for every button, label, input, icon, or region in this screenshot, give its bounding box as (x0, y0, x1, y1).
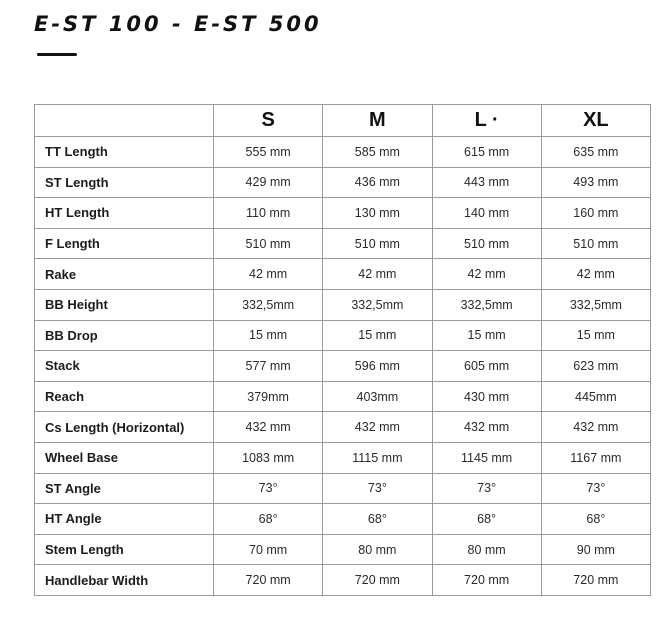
table-cell: 432 mm (214, 412, 323, 443)
table-row (35, 442, 651, 473)
geometry-table-body (35, 137, 651, 596)
row-label: Rake (35, 259, 214, 290)
table-cell: 596 mm (323, 351, 432, 382)
table-cell: 436 mm (323, 167, 432, 198)
row-label: HT Length (35, 198, 214, 229)
table-cell: 332,5mm (214, 289, 323, 320)
table-cell: 15 mm (432, 320, 541, 351)
table-cell: 68° (323, 504, 432, 535)
size-header-m: M (323, 105, 432, 137)
table-cell: 432 mm (323, 412, 432, 443)
table-cell: 42 mm (323, 259, 432, 290)
table-cell: 90 mm (541, 534, 650, 565)
row-label: Handlebar Width (35, 565, 214, 596)
title-underline (37, 53, 77, 56)
table-cell: 15 mm (541, 320, 650, 351)
table-cell: 510 mm (432, 228, 541, 259)
size-header-s: S (214, 105, 323, 137)
table-cell: 429 mm (214, 167, 323, 198)
row-label: F Length (35, 228, 214, 259)
row-label: Reach (35, 381, 214, 412)
row-label: ST Length (35, 167, 214, 198)
table-cell: 332,5mm (541, 289, 650, 320)
table-cell: 42 mm (432, 259, 541, 290)
header-row (35, 105, 651, 137)
table-row (35, 534, 651, 565)
table-cell: 110 mm (214, 198, 323, 229)
table-row (35, 320, 651, 351)
table-cell: 73° (214, 473, 323, 504)
table-cell: 70 mm (214, 534, 323, 565)
table-row (35, 351, 651, 382)
row-label: BB Height (35, 289, 214, 320)
table-row (35, 228, 651, 259)
table-cell: 510 mm (541, 228, 650, 259)
table-cell: 68° (432, 504, 541, 535)
row-label: ST Angle (35, 473, 214, 504)
table-cell: 332,5mm (432, 289, 541, 320)
table-cell: 443 mm (432, 167, 541, 198)
table-cell: 403mm (323, 381, 432, 412)
table-cell: 585 mm (323, 137, 432, 168)
table-cell: 432 mm (432, 412, 541, 443)
table-cell: 623 mm (541, 351, 650, 382)
row-label: Stack (35, 351, 214, 382)
page-title: E-ST 100 - E-ST 500 (34, 12, 322, 36)
table-cell: 42 mm (541, 259, 650, 290)
table-cell: 68° (541, 504, 650, 535)
table-cell: 80 mm (323, 534, 432, 565)
table-cell: 510 mm (214, 228, 323, 259)
table-row (35, 137, 651, 168)
geometry-table (34, 104, 651, 596)
table-cell: 1083 mm (214, 442, 323, 473)
size-header-xl: XL (541, 105, 650, 137)
table-cell: 510 mm (323, 228, 432, 259)
table-row (35, 473, 651, 504)
table-row (35, 167, 651, 198)
table-cell: 130 mm (323, 198, 432, 229)
table-cell: 140 mm (432, 198, 541, 229)
table-cell: 577 mm (214, 351, 323, 382)
table-cell: 160 mm (541, 198, 650, 229)
table-row (35, 381, 651, 412)
row-label: TT Length (35, 137, 214, 168)
table-cell: 73° (432, 473, 541, 504)
table-cell: 432 mm (541, 412, 650, 443)
table-cell: 15 mm (323, 320, 432, 351)
table-cell: 332,5mm (323, 289, 432, 320)
table-cell: 73° (541, 473, 650, 504)
size-header-l: L · (432, 105, 541, 137)
row-label: HT Angle (35, 504, 214, 535)
table-cell: 445mm (541, 381, 650, 412)
table-cell: 73° (323, 473, 432, 504)
table-cell: 493 mm (541, 167, 650, 198)
table-cell: 379mm (214, 381, 323, 412)
table-cell: 1115 mm (323, 442, 432, 473)
table-cell: 720 mm (323, 565, 432, 596)
table-cell: 720 mm (432, 565, 541, 596)
table-row (35, 259, 651, 290)
table-cell: 68° (214, 504, 323, 535)
table-row (35, 289, 651, 320)
table-cell: 615 mm (432, 137, 541, 168)
table-cell: 555 mm (214, 137, 323, 168)
table-row (35, 565, 651, 596)
table-cell: 605 mm (432, 351, 541, 382)
row-label: Stem Length (35, 534, 214, 565)
table-cell: 720 mm (541, 565, 650, 596)
table-cell: 635 mm (541, 137, 650, 168)
table-row (35, 198, 651, 229)
table-row (35, 504, 651, 535)
row-label: BB Drop (35, 320, 214, 351)
table-cell: 80 mm (432, 534, 541, 565)
table-cell: 720 mm (214, 565, 323, 596)
table-cell: 42 mm (214, 259, 323, 290)
corner-cell (35, 105, 214, 137)
table-cell: 1145 mm (432, 442, 541, 473)
table-row (35, 412, 651, 443)
row-label: Wheel Base (35, 442, 214, 473)
table-cell: 430 mm (432, 381, 541, 412)
table-cell: 15 mm (214, 320, 323, 351)
row-label: Cs Length (Horizontal) (35, 412, 214, 443)
table-cell: 1167 mm (541, 442, 650, 473)
